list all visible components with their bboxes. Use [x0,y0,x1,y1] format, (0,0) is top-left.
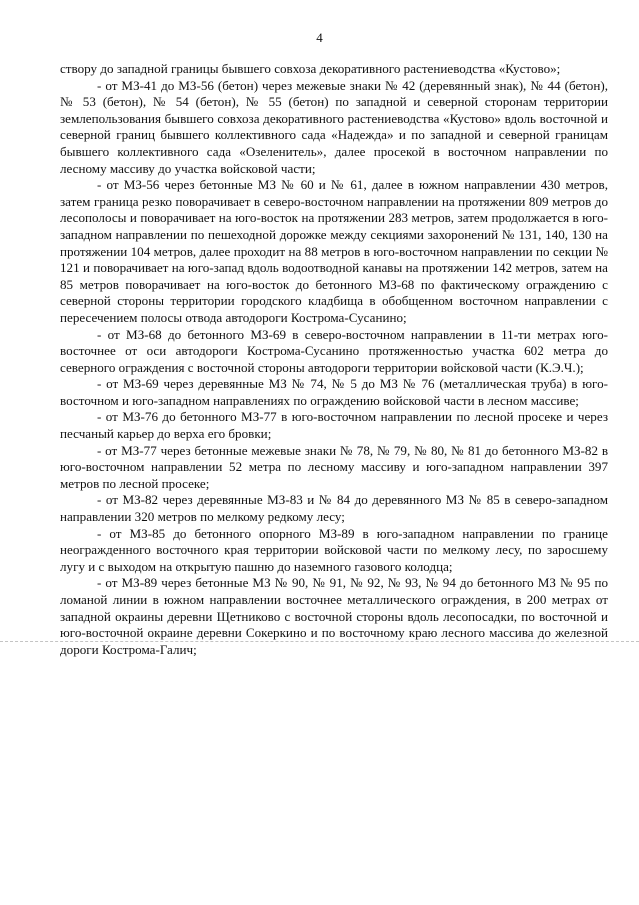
paragraph-mz77-mz82: - от МЗ-77 через бетонные межевые знаки № 78, № 79, № 80, № 81 до бетонного МЗ-82 в юго-восточном направлении 52 метра по лесному массиву и юго-западном направлении 397 метров по лесной просеке; [60,442,608,491]
paragraph-mz68-mz69: - от МЗ-68 до бетонного МЗ-69 в северо-восточном направлении в 11-ти метрах юго-восточнее от оси автодороги Кострома-Сусанино протяженностью участка 602 метра до северного ограждения с восточной стороны автодороги территории войсковой части (К.Э.Ч.); [60,326,608,375]
paragraph-mz82-mz85: - от МЗ-82 через деревянные МЗ-83 и № 84 до деревянного МЗ № 85 в северо-западном направлении 320 метров по мелкому редкому лесу; [60,492,608,525]
page-number: 4 [316,30,323,45]
paragraph-kustovo-continuation: створу до западной границы бывшего совхоза декоративного растениеводства «Кустово»; [60,61,561,76]
paragraph-mz89-mz95: - от МЗ-89 через бетонные МЗ № 90, № 91, № 92, № 93, № 94 до бетонного МЗ № 95 по ломаной линии в южном направлении восточнее металлического ограждения, в 200 метрах от западной окраины деревни Щетниково с восточной стороны вдоль лесопосадки, по восточной и юго-восточной окраине деревни Сокеркино и по восточному краю лесного массива до железной дороги Кострома-Галич; [60,575,608,657]
document-body [60,61,608,658]
scan-artifact-line [0,641,639,642]
paragraph-mz85-mz89: - от МЗ-85 до бетонного опорного МЗ-89 в юго-западном направлении по границе неогражденного восточного края территории войсковой части по мелкому лесу, по заросшему лугу и с выходом на открытую пашню до наземного газового колодца; [60,525,608,574]
paragraph-mz69-mz76: - от МЗ-69 через деревянные МЗ № 74, № 5 до МЗ № 76 (металлическая труба) в юго-восточном и юго-западном направлениях по ограждению войсковой части в лесном массиве; [60,376,608,408]
paragraph-mz56-mz68: - от МЗ-56 через бетонные МЗ № 60 и № 61, далее в южном направлении 430 метров, затем граница резко поворачивает в северо-восточном направлении на протяжении 809 метров до лесополосы и поворачивает на юго-восток на протяжении 283 метров, затем продолжается в юго-западном направлении по пешеходной дорожке между секциями захоронений № 131, 140, 130 на протяжении 104 метров, далее проходит на 88 метров в юго-восточном направлении по секции № 121 и поворачивает на юго-запад вдоль водоотводной канавы на протяжении 142 метров, затем на 85 метров поворачивает на юго-восток до бетонного МЗ-68 по фактическому ограждению с северной стороны территории городского кладбища в обобщенном восточном направлении с пересечением полосы отвода автодороги Кострома-Сусанино; [60,177,608,325]
paragraph-mz41-mz56: - от МЗ-41 до МЗ-56 (бетон) через межевые знаки № 42 (деревянный знак), № 44 (бетон), № 53 (бетон), № 54 (бетон), № 55 (бетон) по западной и северной сторонам территории землепользования бывшего совхоза декоративного растениеводства «Кустово» вдоль восточной и северной границ бывшего коллективного сада «Надежда» и по западной и северной границам бывшего коллективного сада «Озеленитель», далее просекой в восточном направлении по лесному массиву до участка войсковой части; [60,77,608,176]
paragraph-mz76-mz77: - от МЗ-76 до бетонного МЗ-77 в юго-восточном направлении по лесной просеке и через песчаный карьер до верха его бровки; [60,409,608,442]
